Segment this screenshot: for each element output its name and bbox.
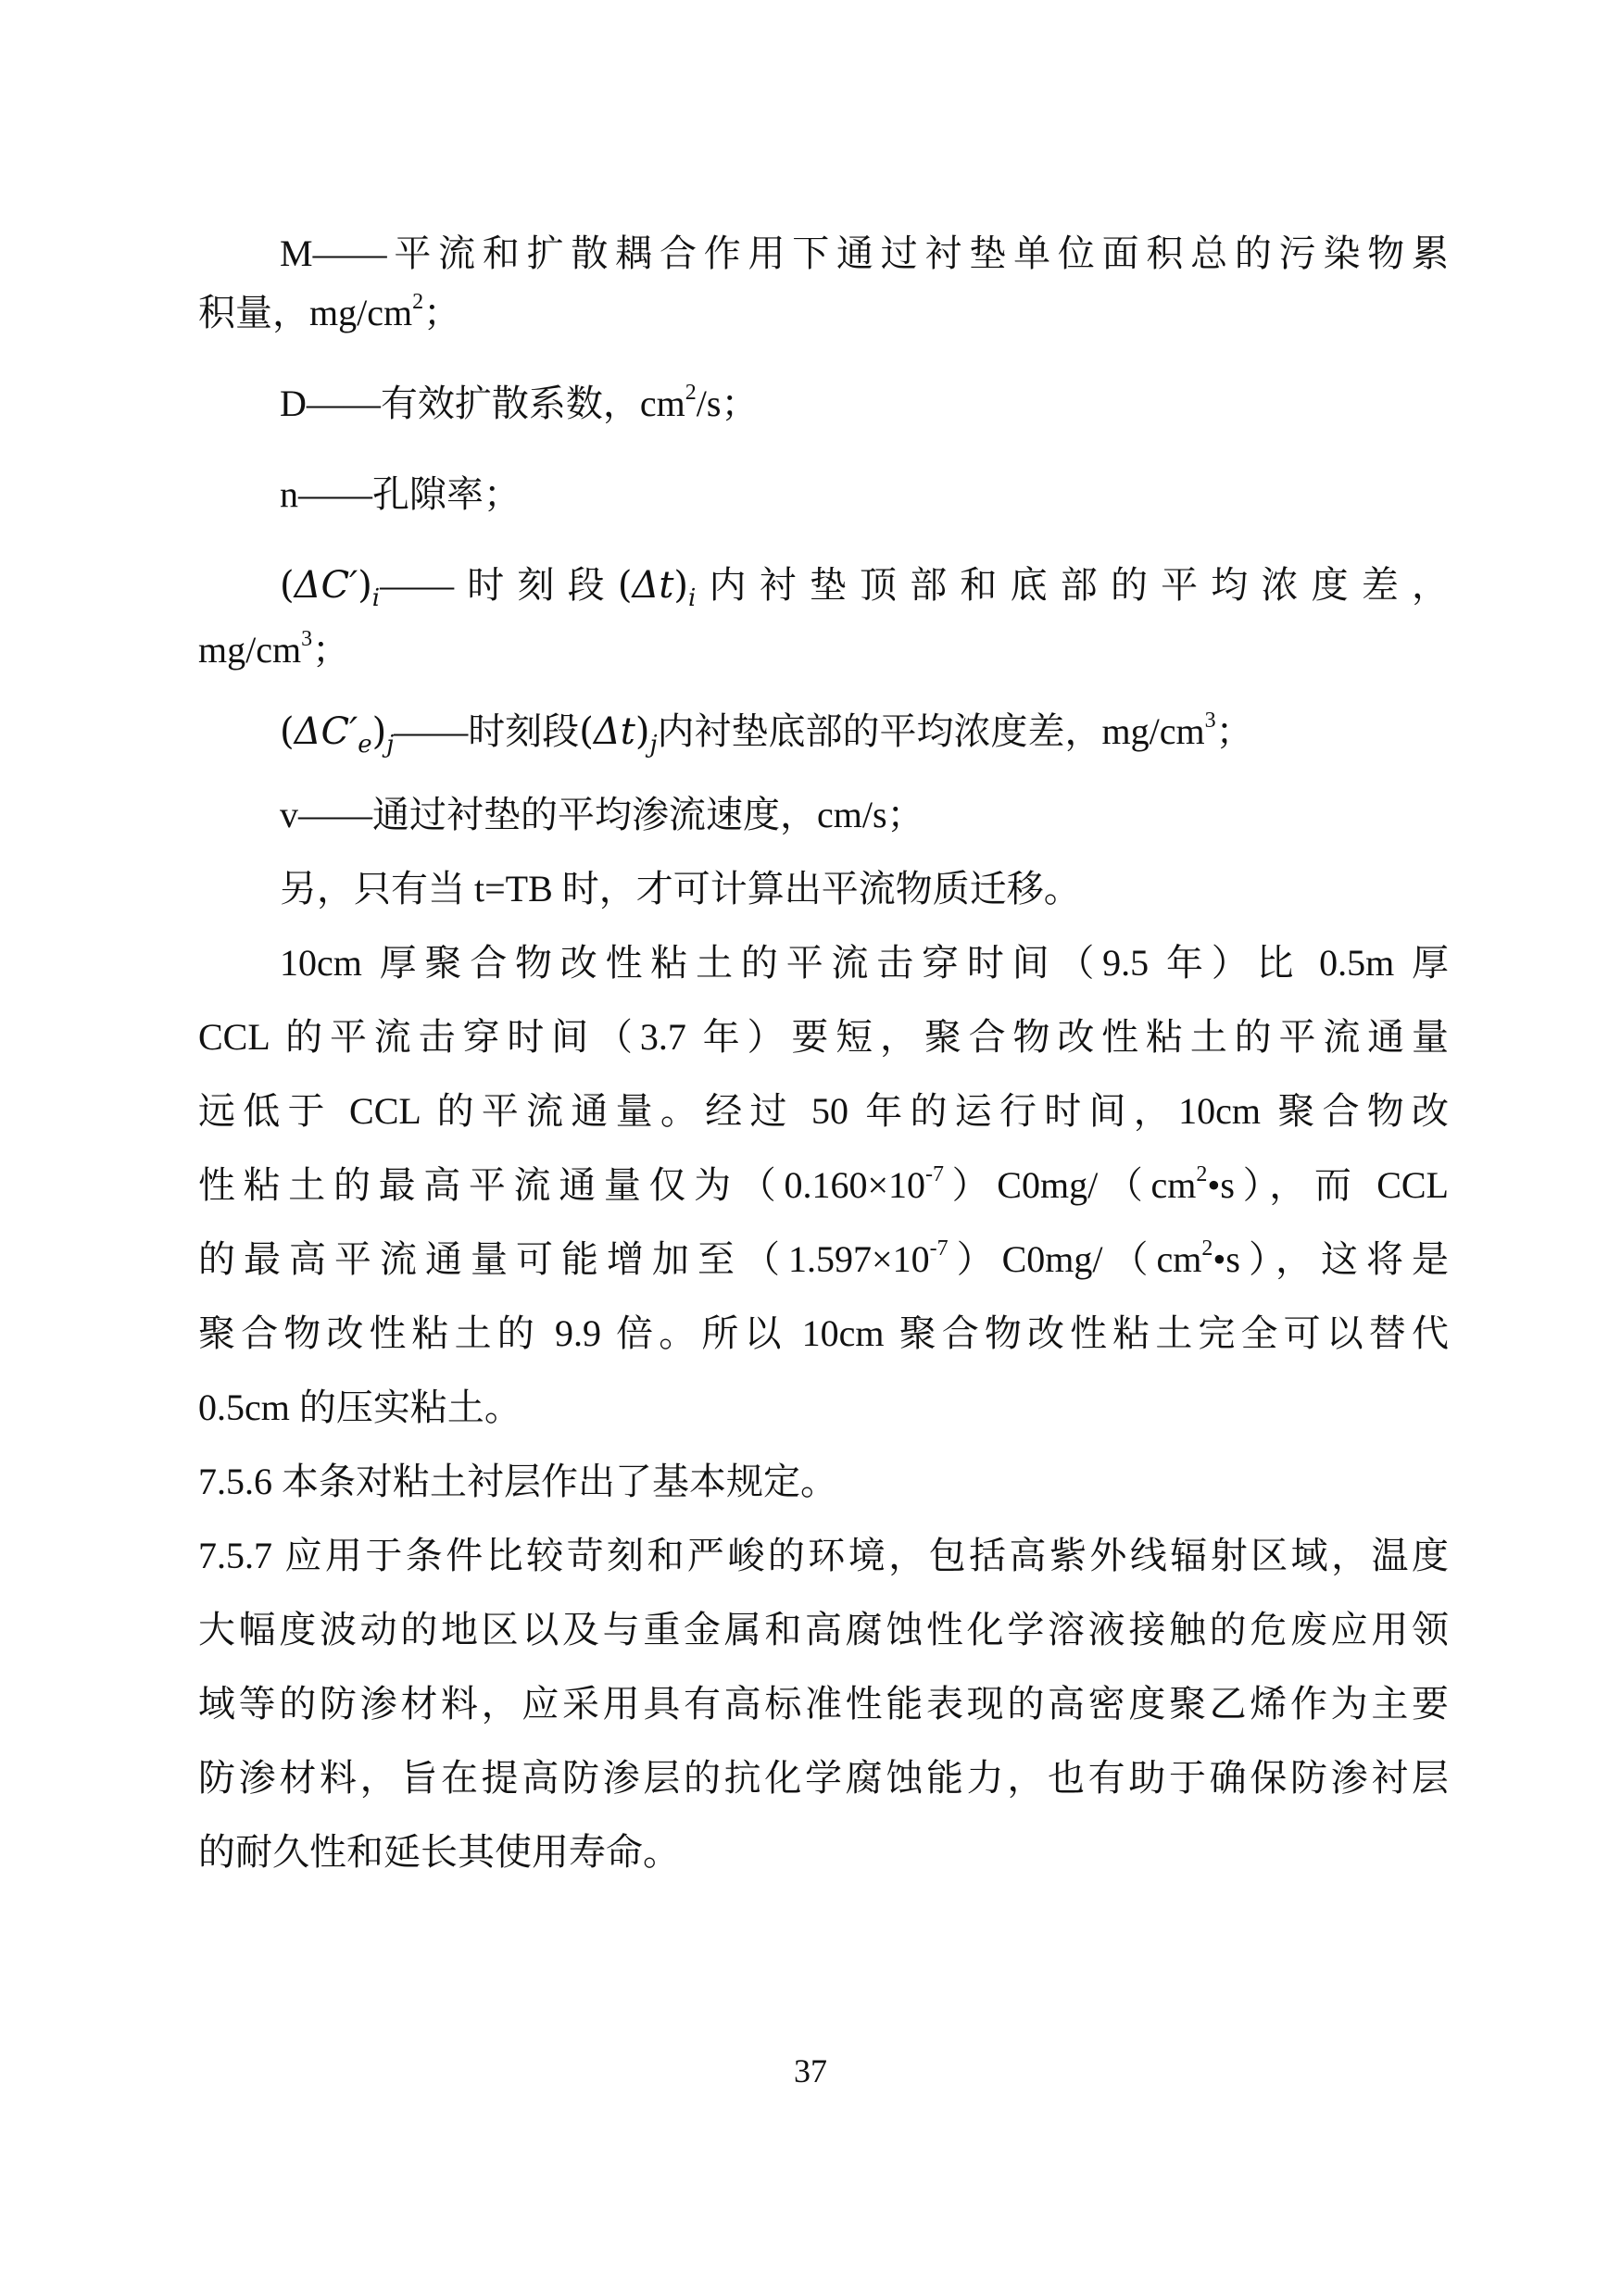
definition-delta-c-i: $(\Delta C')_i——$时刻段$(\Delta t)_i$内衬垫顶部和底部的平均浓度差， [280,564,1450,612]
paragraph-line-7: 0.5cm 的压实粘土。 [198,1386,521,1428]
paragraph-line-4: 性粘土的最高平流通量仅为$(0.160\times 10^{-7})C0mg/(cm^2•s)$，而 CCL [198,1161,1449,1206]
paragraph-line-5: 的最高平流通量可能增加至$(1.597\times 10^{-7})C0mg/(cm^2•s)$，这将是 [198,1236,1449,1280]
definition-m-line-2: 积量，$mg/cm^2$； [198,289,461,333]
page-number: 37 [794,2052,827,2089]
clause-7-5-7-line-2: 大幅度波动的地区以及与重金属和高腐蚀性化学溶液接触的危废应用领 [198,1609,1449,1650]
definition-delta-c-i-unit: $mg/cm^3$； [198,626,350,671]
definition-m-line-1: M——平流和扩散耦合作用下通过衬垫单位面积总的污染物累 [280,232,1449,274]
note-line: 另，只有当 t=TB 时，才可计算出平流物质迁移。 [280,868,1081,910]
definition-v: v——通过衬垫的平均渗流速度，cm/s； [280,794,924,835]
clause-7-5-7-line-5: 的耐久性和延长其使用寿命。 [198,1831,680,1873]
definition-delta-c-e-j: $(\Delta C'_e)_j——$时刻段$(\Delta t)_j$内衬垫底部的平均浓度差，$mg/cm^3$； [280,708,1253,759]
clause-7-5-7-line-3: 域等的防渗材料，应采用具有高标准性能表现的高密度聚乙烯作为主要 [198,1683,1449,1725]
clause-7-5-6: 7.5.6 本条对粘土衬层作出了基本规定。 [198,1461,837,1502]
paragraph-line-1: 10cm 厚聚合物改性粘土的平流击穿时间（9.5 年）比 0.5m 厚 [280,942,1449,984]
paragraph-line-2: CCL 的平流击穿时间（3.7 年）要短，聚合物改性粘土的平流通量 [198,1016,1449,1058]
clause-7-5-7-line-1: 7.5.7 应用于条件比较苛刻和严峻的环境，包括高紫外线辐射区域，温度 [198,1535,1449,1576]
clause-7-5-7-line-4: 防渗材料，旨在提高防渗层的抗化学腐蚀能力，也有助于确保防渗衬层 [198,1757,1449,1799]
definition-d: D——有效扩散系数，$cm^2/s$； [280,380,759,424]
paragraph-line-6: 聚合物改性粘土的 9.9 倍。所以 10cm 聚合物改性粘土完全可以替代 [198,1312,1449,1354]
paragraph-line-3: 远低于 CCL 的平流通量。经过 50 年的运行时间，10cm 聚合物改 [198,1090,1449,1132]
definition-n: n——孔隙率； [280,473,521,515]
